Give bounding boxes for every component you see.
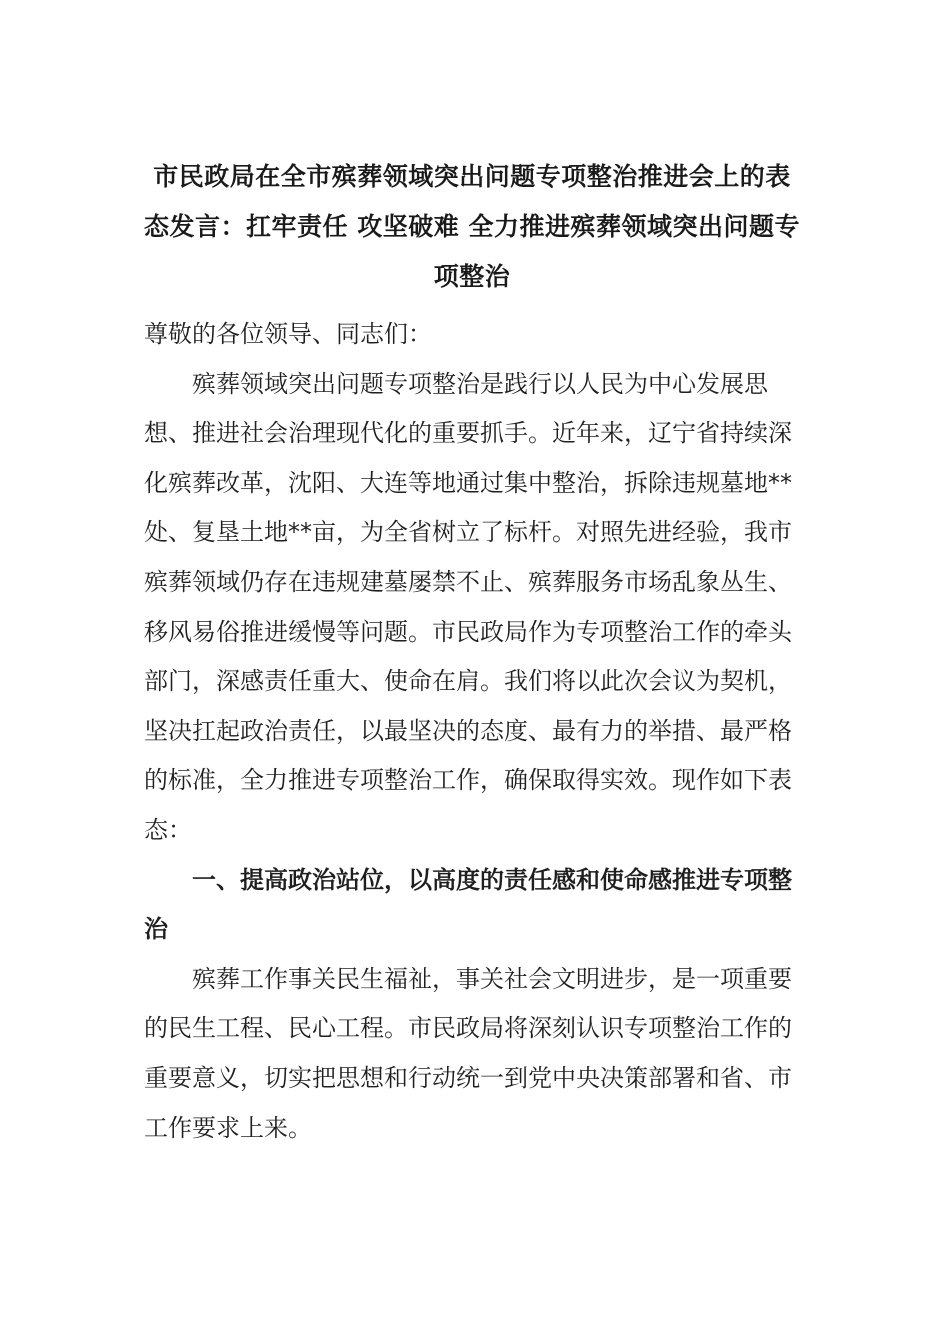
document-body	[144, 152, 800, 1153]
section-1-paragraph: 殡葬工作事关民生福祉，事关社会文明进步，是一项重要的民生工程、民心工程。市民政局将深刻认识专项整治工作的重要意义，切实把思想和行动统一到党中央决策部署和省、市工作要求上来。	[144, 964, 792, 1142]
document-title: 市民政局在全市殡葬领域突出问题专项整治推进会上的表态发言：扛牢责任 攻坚破难 全力推进殡葬领域突出问题专项整治	[144, 162, 800, 291]
intro-paragraph: 殡葬领域突出问题专项整治是践行以人民为中心发展思想、推进社会治理现代化的重要抓手。近年来，辽宁省持续深化殡葬改革，沈阳、大连等地通过集中整治，拆除违规墓地**处、复垦土地**亩，为全省树立了标杆。对照先进经验，我市殡葬领域仍存在违规建墓屡禁不止、殡葬服务市场乱象丛生、移风易俗推进缓慢等问题。市民政局作为专项整治工作的牵头部门，深感责任重大、使命在肩。我们将以此次会议为契机，坚决扛起政治责任，以最坚决的态度、最有力的举措、最严格的标准，全力推进专项整治工作，确保取得实效。现作如下表态：	[144, 369, 792, 844]
section-heading-1: 一、提高政治站位，以高度的责任感和使命感推进专项整治	[144, 865, 792, 944]
salutation: 尊敬的各位领导、同志们：	[144, 320, 432, 348]
